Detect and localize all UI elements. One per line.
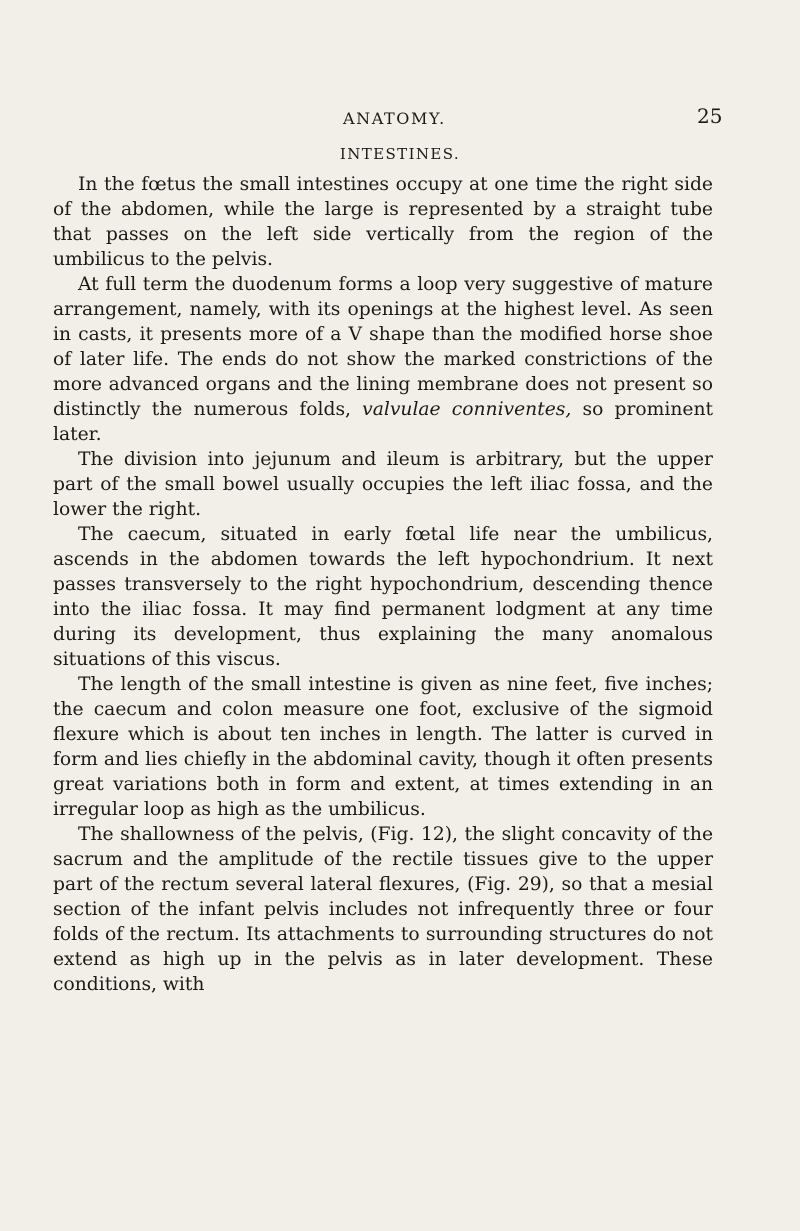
paragraph-duodenum-end: so prominent later. [53,399,713,445]
page-number: 25 [697,104,723,128]
paragraph-duodenum-text: At full term the duodenum forms a loop very suggestive of mature arrangement, namely, with its openings at the highest level. As seen in casts, it presents more of a V shape than the modified horse shoe of later life. The ends do not show the marked constrictions of the more advanced organs and the lining membrane does not present so distinctly the numerous folds, [53,274,713,420]
section-heading: INTESTINES. [339,145,461,163]
latin-term: valvulae conniventes, [362,399,572,420]
paragraph-pelvis: The shallowness of the pelvis, (Fig. 12), the slight concavity of the sacrum and the amplitude of the rectile tissues give to the upper part of the rectum several lateral flexures, (Fig. 29), so that a mesial section of the infant pelvis includes not infrequently three or four folds of the rectum. Its attachments to surrounding structures do not extend as high up in the pelvis as in later development. These conditions, with [53,824,713,995]
paragraph-jejunum-ileum: The division into jejunum and ileum is arbitrary, but the upper part of the small bowel usually occupies the left iliac fossa, and the lower the right. [53,449,713,520]
paragraph-duodenum [53,272,713,447]
running-title: ANATOMY. [343,109,446,128]
running-head [0,104,800,132]
body-text [53,172,713,997]
paragraph-foetus-position: In the fœtus the small intestines occupy at one time the right side of the abdomen, while the large is represented by a straight tube that passes on the left side vertically from the region of the umbilicus to the pelvis. [53,174,713,270]
paragraph-caecum: The caecum, situated in early fœtal life near the umbilicus, ascends in the abdomen towards the left hypochondrium. It next passes transversely to the right hypochondrium, descending thence into the iliac fossa. It may find permanent lodgment at any time during its development, thus explaining the many anomalous situations of this viscus. [53,524,713,670]
paragraph-length: The length of the small intestine is given as nine feet, five inches; the caecum and colon measure one foot, exclusive of the sigmoid flexure which is about ten inches in length. The latter is curved in form and lies chiefly in the abdominal cavity, though it often presents great variations both in form and extent, at times extending in an irregular loop as high as the umbilicus. [53,674,713,820]
